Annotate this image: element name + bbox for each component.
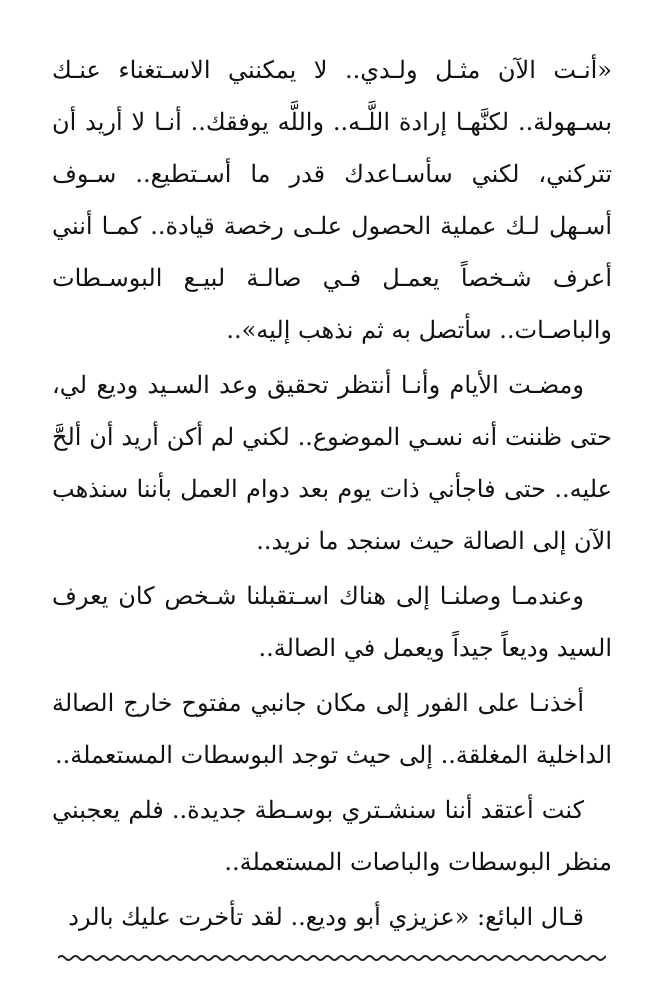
wavy-divider xyxy=(58,948,606,968)
paragraph-5: كنت أعتقد أننا سنشـتري بوسـطة جديدة.. فلم يعجبني منظر البوسطات والباصات المستعملة.. xyxy=(52,796,612,876)
paragraph-6: قـال البائع: «عزيزي أبو وديع.. لقد تأخرت عليك بالرد xyxy=(68,903,584,931)
paragraph-1: «أنـت الآن مثـل ولـدي.. لا يمكنني الاسـتغناء عنـك بسـهولة.. لكنَّهـا إرادة اللَّـه.. واللَّه يوفقك.. أنـا لا أريد أن تتركني، لكني سأسـاعدك قدر ما أسـتطيع.. سـوف أسـهل لـك عملية الحصول علـى رخصة قيادة.. كمـا أنني أعرف شـخصاً يعمـل فـي صالـة لبيـع البوسـطات والباصـات.. سأتصل به ثم نذهب إليه».. xyxy=(52,56,612,344)
page-text xyxy=(52,44,612,943)
paragraph-4: أخذنـا على الفور إلى مكان جانبي مفتوح خارج الصالة الداخلية المغلقة.. إلى حيث توجد البوسطات المستعملة.. xyxy=(52,689,612,769)
paragraph-3: وعندمـا وصلنـا إلى هناك اسـتقبلنا شـخص كان يعرف السيد وديعاً جيداً ويعمل في الصالة.. xyxy=(52,582,612,662)
paragraph-2: ومضـت الأيام وأنـا أنتظر تحقيق وعد السـيد وديع لي، حتى ظننت أنه نسـي الموضوع.. لكني لم أكن أريد أن ألحَّ عليه.. حتى فاجأني ذات يوم بعد دوام العمل بأننا سنذهب الآن إلى الصالة حيث سنجد ما نريد.. xyxy=(52,371,612,555)
